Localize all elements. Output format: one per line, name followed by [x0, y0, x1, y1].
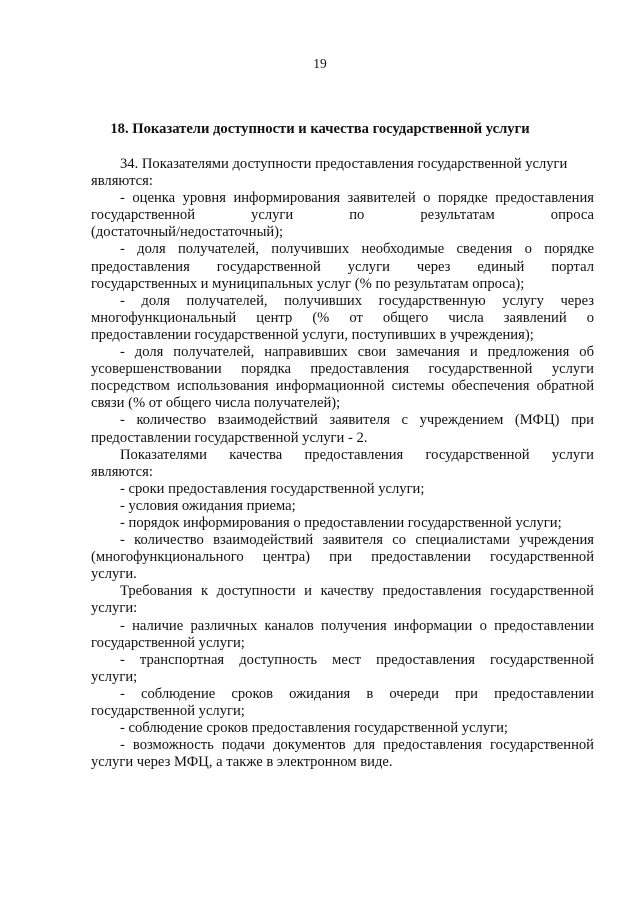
text-line: предоставления государственной услуги через единый портал — [91, 258, 594, 275]
text-line: государственной услуги; — [91, 703, 245, 719]
text-line: - количество взаимодействий заявителя со специалистами учреждения — [120, 532, 594, 549]
text-line: Требования к доступности и качеству предоставления государственной — [120, 583, 594, 600]
text-line: - транспортная доступность мест предоставления государственной — [120, 651, 594, 668]
text-line: услуги. — [91, 566, 137, 583]
text-line: государственной услуги по результатам опроса — [91, 207, 594, 224]
text-line: услуги через МФЦ, а также в электронном виде. — [91, 754, 393, 771]
text-line: - доля получателей, получивших необходимые сведения о порядке — [120, 241, 594, 258]
text-line: связи (% от общего числа получателей); — [91, 395, 341, 412]
text-line: многофункциональный центр (% от общего числа заявлений о — [91, 309, 594, 326]
text-line: - сроки предоставления государственной услуги; — [120, 480, 425, 497]
page-number: 19 — [313, 56, 327, 71]
text-line: (многофункционального центра) при предоставлении государственной — [91, 549, 594, 566]
text-line: государственных и муниципальных услуг (% по результатам опроса); — [91, 275, 525, 292]
text-line: государственной услуги; — [91, 634, 245, 651]
text-line: - наличие различных каналов получения информации о предоставлении — [120, 617, 594, 634]
text-line: являются: — [91, 173, 153, 190]
text-line: посредством использования информационной системы обеспечения обратной — [91, 378, 594, 395]
text-line: - возможность подачи документов для предоставления государственной — [120, 737, 594, 754]
text-line: услуги; — [91, 668, 138, 685]
text-line: - соблюдение сроков предоставления государственной услуги; — [120, 720, 508, 737]
text-line: Показателями качества предоставления государственной услуги — [120, 446, 594, 463]
text-line: предоставлении государственной услуги - 2. — [91, 429, 368, 446]
text-line: - порядок информирования о предоставлении государственной услуги; — [120, 514, 562, 531]
text-line: - условия ожидания приема; — [120, 497, 296, 514]
text-line: - количество взаимодействий заявителя с учреждением (МФЦ) при — [120, 412, 594, 429]
text-line: усовершенствовании порядка предоставления государственной услуги — [91, 361, 594, 378]
text-line: являются: — [91, 463, 153, 480]
text-line: - соблюдение сроков ожидания в очереди при предоставлении — [120, 685, 594, 702]
text-line: (достаточный/недостаточный); — [91, 224, 284, 241]
text-line: - доля получателей, направивших свои замечания и предложения об — [120, 344, 594, 361]
section-heading: 18. Показатели доступности и качества государственной услуги — [110, 121, 530, 137]
text-line: 34. Показателями доступности предоставления государственной услуги — [120, 156, 568, 172]
section-body — [91, 156, 594, 771]
text-line: предоставлении государственной услуги, поступивших в учреждения); — [91, 326, 534, 343]
text-line: - доля получателей, получивших государственную услугу через — [120, 292, 594, 309]
text-line: услуги: — [91, 600, 138, 617]
text-line: - оценка уровня информирования заявителей о порядке предоставления — [120, 190, 594, 207]
